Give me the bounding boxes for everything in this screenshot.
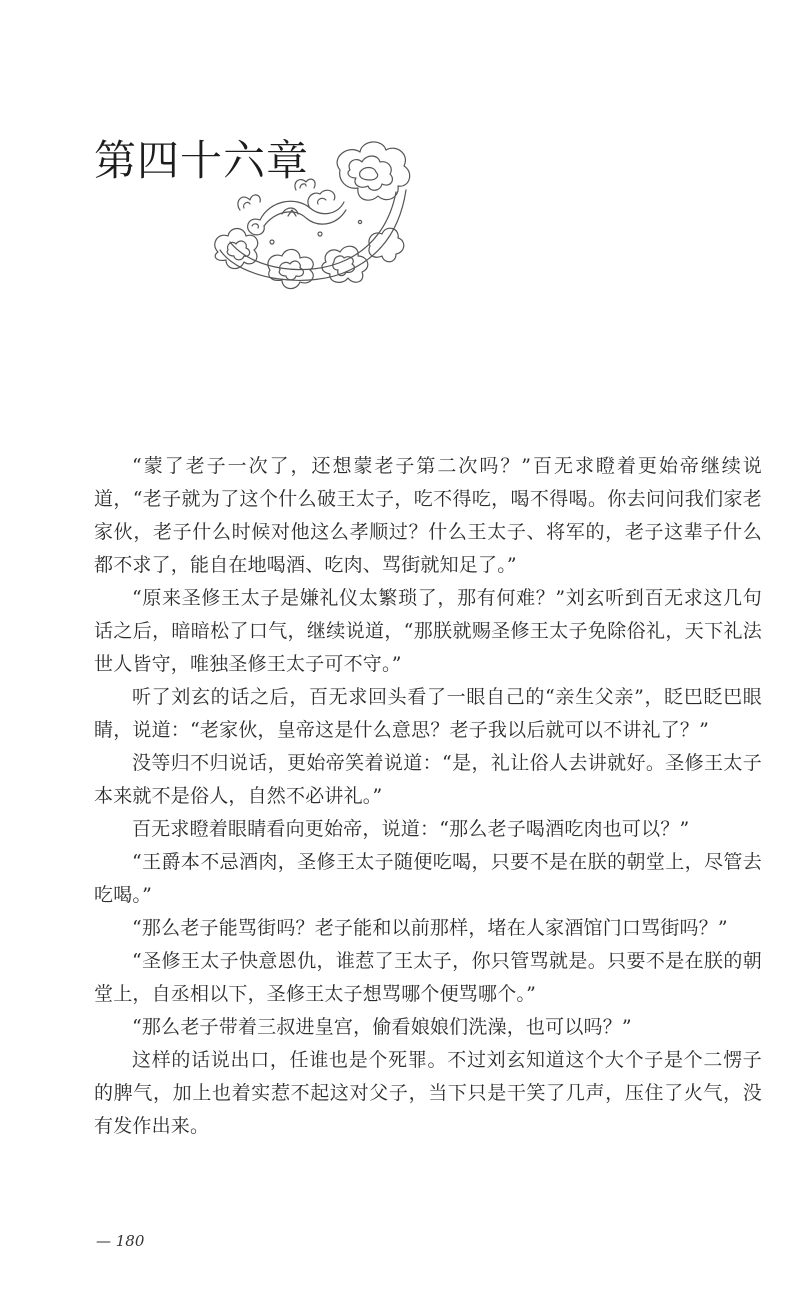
- paragraph: “那么老子能骂街吗？老子能和以前那样，堵在人家酒馆门口骂街吗？”: [132, 917, 728, 939]
- page-number: — 180: [96, 1232, 145, 1250]
- paragraph: “蒙了老子一次了，还想蒙老子第二次吗？”百无求瞪着更始帝继续说道，“老子就为了这个什么破王太子，吃不得吃，喝不得喝。你去问问我们家老家伙，老子什么时候对他这么孝顺过？什么王太子、将军的，老子这辈子什么都不求了，能自在地喝酒、吃肉、骂街就知足了。”: [94, 455, 762, 576]
- paragraph: “原来圣修王太子是嫌礼仪太繁琐了，那有何难？”刘玄听到百无求这几句话之后，暗暗松了口气，继续说道，“那朕就赐圣修王太子免除俗礼，天下礼法世人皆守，唯独圣修王太子可不守。”: [94, 587, 762, 675]
- auspicious-cloud-dragon-ornament-icon: [200, 130, 420, 300]
- paragraph: 百无求瞪着眼睛看向更始帝，说道：“那么老子喝酒吃肉也可以？”: [132, 818, 690, 840]
- chapter-body: [94, 450, 762, 1143]
- paragraph: 这样的话说出口，任谁也是个死罪。不过刘玄知道这个大个子是个二愣子的脾气，加上也着实惹不起这对父子，当下只是干笑了几声，压住了火气，没有发作出来。: [94, 1049, 762, 1137]
- paragraph: 听了刘玄的话之后，百无求回头看了一眼自己的“亲生父亲”，眨巴眨巴眼睛，说道：“老家伙，皇帝这是什么意思？老子我以后就可以不讲礼了？”: [94, 686, 762, 741]
- paragraph: “圣修王太子快意恩仇，谁惹了王太子，你只管骂就是。只要不是在朕的朝堂上，自丞相以下，圣修王太子想骂哪个便骂哪个。”: [94, 950, 762, 1005]
- paragraph: “那么老子带着三叔进皇宫，偷看娘娘们洗澡，也可以吗？”: [132, 1016, 632, 1038]
- paragraph: “王爵本不忌酒肉，圣修王太子随便吃喝，只要不是在朕的朝堂上，尽管去吃喝。”: [94, 851, 762, 906]
- chapter-title: 第四十六章: [94, 136, 310, 185]
- paragraph: 没等归不归说话，更始帝笑着说道：“是，礼让俗人去讲就好。圣修王太子本来就不是俗人，自然不必讲礼。”: [94, 752, 762, 807]
